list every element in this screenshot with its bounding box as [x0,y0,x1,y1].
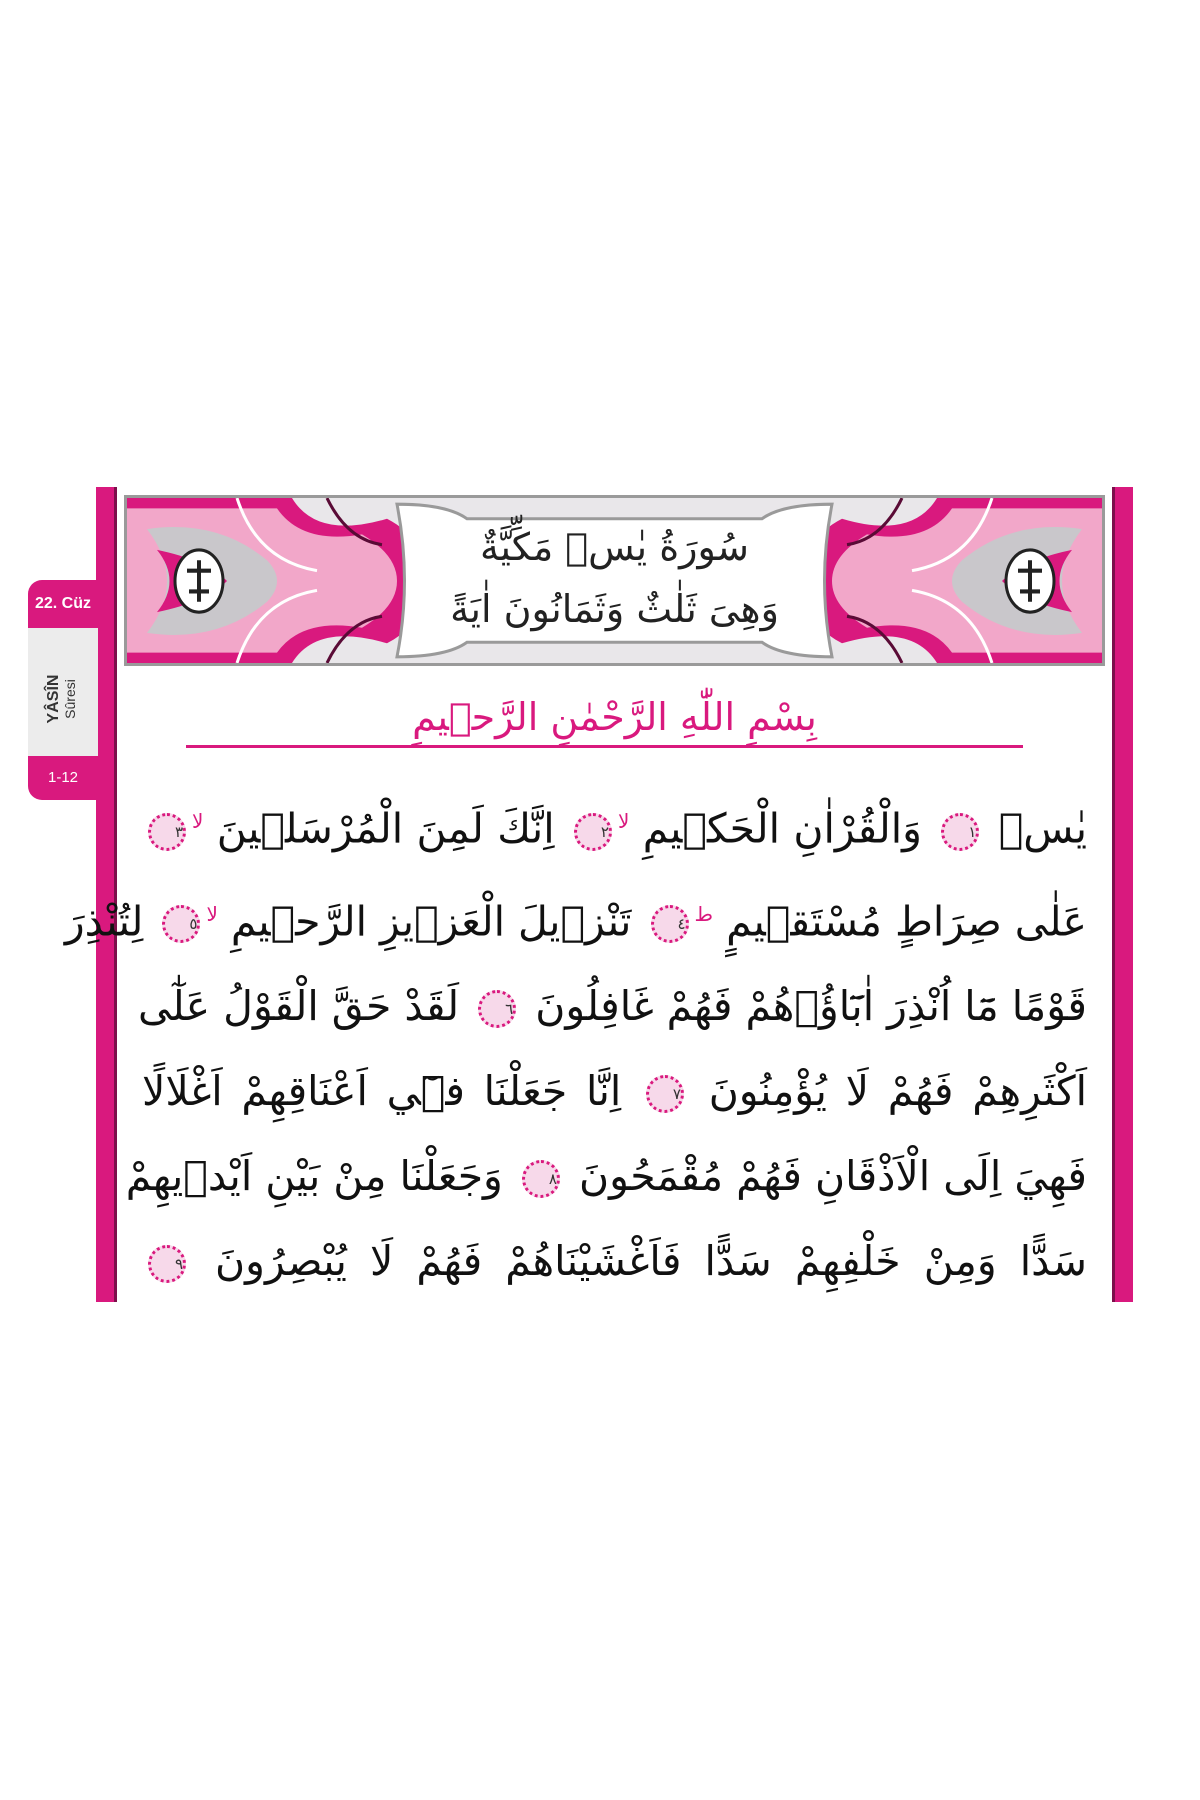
basmala: بِسْمِ اللّٰهِ الرَّحْمٰنِ الرَّح۪يمِ [412,695,817,739]
verse-text: لَقَدْ حَقَّ الْقَوْلُ عَلٰٓى [137,982,460,1031]
ayah-number-marker: ٧ [646,1075,684,1113]
verse-text: وَالْقُرْاٰنِ الْحَك۪يمِ [642,804,922,853]
basmala-underline [186,745,1023,748]
pause-mark: لا [617,809,630,833]
ayah-number-marker: ٨ [522,1160,560,1198]
verse-line [142,1219,1087,1304]
surah-header-frame [124,495,1105,666]
right-border-bar [1112,487,1133,1302]
pause-mark: لا [192,809,204,833]
ayah-number-marker: ٤ [651,905,689,943]
surah-verse-count: وَهِىَ ثَلٰثٌ وَثَمَانُونَ اٰيَةً [450,587,779,631]
verse-text: وَجَعَلْنَا مِنْ بَيْنِ اَيْد۪يهِمْ [125,1152,503,1201]
verse-text: اِنَّكَ لَمِنَ الْمُرْسَل۪ينَ [216,804,555,853]
verse-text: عَلٰى صِرَاطٍ مُسْتَق۪يمٍ [726,897,1087,946]
ayah-number-marker: ١ [941,813,979,851]
ayah-number-marker: ٥ [162,905,200,943]
verse-text: اِنَّا جَعَلْنَا ف۪ٓي اَعْنَاقِهِمْ اَغْلَالًا [142,1067,622,1116]
surah-name: YÂSÎN [45,674,62,724]
verse-line [142,779,1087,872]
verse-range: 1-12 [28,756,98,800]
surah-sub: Sûresi [62,679,78,719]
side-tab[interactable] [28,580,98,800]
verse-text: يٰسۤ [998,804,1087,853]
ayah-number-marker: ٢ [574,813,612,851]
verse-line [142,1049,1087,1134]
surah-title: سُورَةُ يٰسۤ مَكِّيَّةٌ [480,525,749,569]
verse-text: فَهِيَ اِلَى الْاَذْقَانِ فَهُمْ مُقْمَحُونَ [578,1152,1087,1201]
verse-text: تَنْز۪يلَ الْعَز۪يزِ الرَّح۪يمِ [230,897,632,946]
verse-text: اَكْثَرِهِمْ فَهُمْ لَا يُؤْمِنُونَ [708,1067,1088,1116]
ayah-number-marker: ٩ [148,1245,186,1283]
verses-block [64,779,1088,1304]
verse-text: سَدًّا وَمِنْ خَلْفِهِمْ سَدًّا فَاَغْشَيْنَاهُمْ فَهُمْ لَا يُبْصِرُونَ [215,1237,1087,1286]
verse-line [125,1134,1087,1219]
verse-text: قَوْمًا مَٓا اُنْذِرَ اٰبَٓاؤُ۬هُمْ فَهُمْ غَافِلُونَ [535,982,1087,1031]
verse-line [137,964,1087,1049]
pause-mark: ط [694,901,714,926]
juz-label: 22. Cüz [28,580,98,628]
ayah-number-marker: ٦ [478,990,516,1028]
pause-mark: لا [206,901,218,926]
surah-header-text [127,516,1102,640]
verse-line [64,872,1087,965]
verse-text: لِتُنْذِرَ [64,897,144,946]
ayah-number-marker: ٣ [148,813,186,851]
surah-name-vertical [42,644,82,754]
